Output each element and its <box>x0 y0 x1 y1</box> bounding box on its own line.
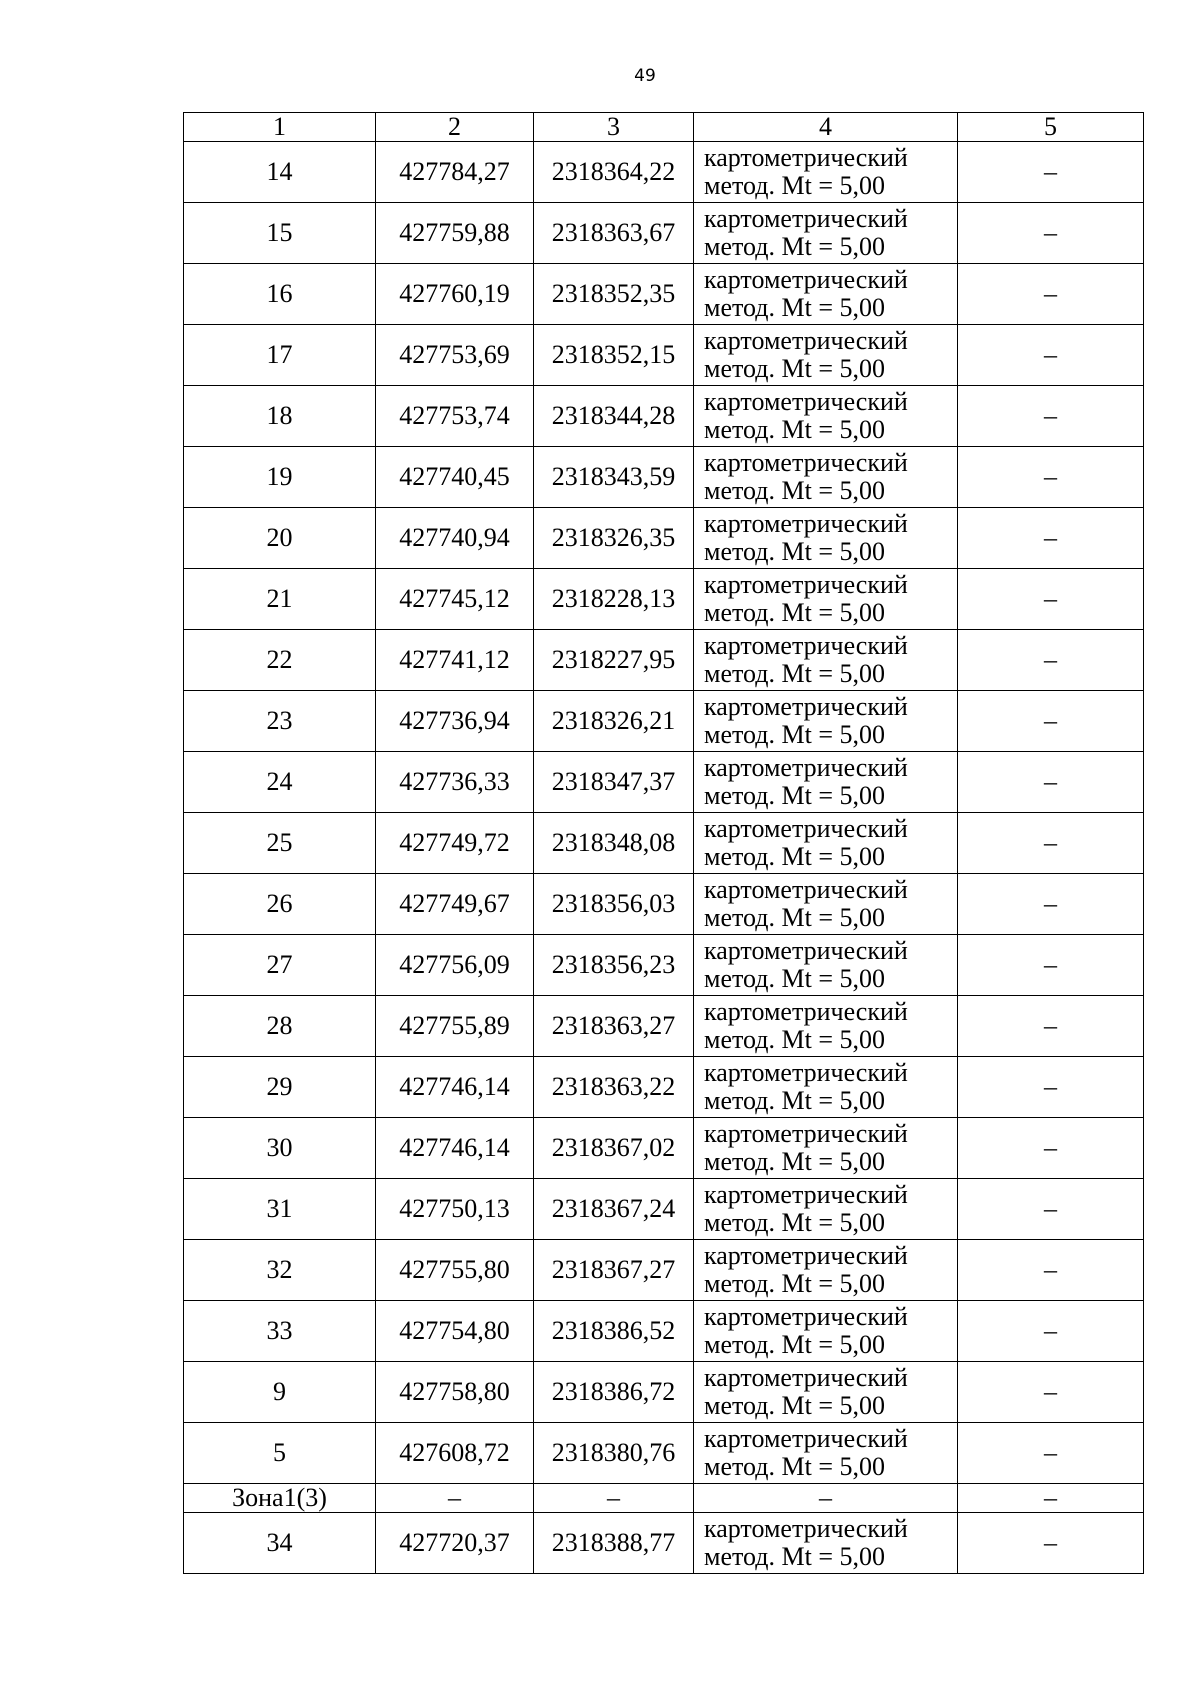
method-cell <box>694 1118 958 1179</box>
method-line-1: картометрический <box>704 997 908 1026</box>
y-coordinate-cell: 2318352,35 <box>534 264 694 325</box>
zone-x-cell: – <box>376 1484 534 1513</box>
point-number-cell: 22 <box>184 630 376 691</box>
x-coordinate-cell: 427746,14 <box>376 1057 534 1118</box>
point-number-cell: 29 <box>184 1057 376 1118</box>
point-number-cell: 27 <box>184 935 376 996</box>
method-line-1: картометрический <box>704 326 908 355</box>
y-coordinate-cell: 2318363,67 <box>534 203 694 264</box>
y-coordinate-cell: 2318347,37 <box>534 752 694 813</box>
method-line-2: метод. Mt = 5,00 <box>704 1391 885 1420</box>
method-cell <box>694 996 958 1057</box>
table-row <box>184 508 1144 569</box>
table-row <box>184 569 1144 630</box>
table-row <box>184 691 1144 752</box>
description-cell: – <box>958 996 1144 1057</box>
y-coordinate-cell: 2318386,72 <box>534 1362 694 1423</box>
method-line-1: картометрический <box>704 204 908 233</box>
y-coordinate-cell: 2318326,35 <box>534 508 694 569</box>
point-number-cell: 34 <box>184 1513 376 1574</box>
point-number-cell: 16 <box>184 264 376 325</box>
point-number-cell: 9 <box>184 1362 376 1423</box>
method-cell <box>694 203 958 264</box>
description-cell: – <box>958 813 1144 874</box>
table-row <box>184 1057 1144 1118</box>
description-cell: – <box>958 142 1144 203</box>
description-cell: – <box>958 874 1144 935</box>
y-coordinate-cell: 2318363,22 <box>534 1057 694 1118</box>
y-coordinate-cell: 2318364,22 <box>534 142 694 203</box>
zone-y-cell: – <box>534 1484 694 1513</box>
y-coordinate-cell: 2318380,76 <box>534 1423 694 1484</box>
description-cell: – <box>958 447 1144 508</box>
point-number-cell: 18 <box>184 386 376 447</box>
method-cell <box>694 1057 958 1118</box>
method-cell <box>694 325 958 386</box>
method-cell <box>694 508 958 569</box>
x-coordinate-cell: 427741,12 <box>376 630 534 691</box>
point-number-cell: 23 <box>184 691 376 752</box>
x-coordinate-cell: 427755,89 <box>376 996 534 1057</box>
point-number-cell: 15 <box>184 203 376 264</box>
description-cell: – <box>958 630 1144 691</box>
method-line-2: метод. Mt = 5,00 <box>704 903 885 932</box>
x-coordinate-cell: 427750,13 <box>376 1179 534 1240</box>
method-line-1: картометрический <box>704 1302 908 1331</box>
y-coordinate-cell: 2318344,28 <box>534 386 694 447</box>
method-line-1: картометрический <box>704 1424 908 1453</box>
method-line-2: метод. Mt = 5,00 <box>704 232 885 261</box>
description-cell: – <box>958 203 1144 264</box>
method-line-1: картометрический <box>704 1514 908 1543</box>
description-cell: – <box>958 752 1144 813</box>
table-row <box>184 203 1144 264</box>
method-cell <box>694 1362 958 1423</box>
method-cell <box>694 874 958 935</box>
method-line-2: метод. Mt = 5,00 <box>704 293 885 322</box>
method-cell <box>694 386 958 447</box>
header-row <box>184 113 1144 142</box>
description-cell: – <box>958 569 1144 630</box>
method-line-1: картометрический <box>704 692 908 721</box>
x-coordinate-cell: 427749,67 <box>376 874 534 935</box>
method-line-2: метод. Mt = 5,00 <box>704 537 885 566</box>
zone-row <box>184 1484 1144 1513</box>
x-coordinate-cell: 427745,12 <box>376 569 534 630</box>
method-line-1: картометрический <box>704 1119 908 1148</box>
header-cell: 1 <box>184 113 376 142</box>
description-cell: – <box>958 1179 1144 1240</box>
point-number-cell: 24 <box>184 752 376 813</box>
method-line-2: метод. Mt = 5,00 <box>704 1147 885 1176</box>
method-line-2: метод. Mt = 5,00 <box>704 1542 885 1571</box>
method-line-1: картометрический <box>704 387 908 416</box>
y-coordinate-cell: 2318363,27 <box>534 996 694 1057</box>
method-line-2: метод. Mt = 5,00 <box>704 659 885 688</box>
y-coordinate-cell: 2318326,21 <box>534 691 694 752</box>
description-cell: – <box>958 508 1144 569</box>
table-row <box>184 386 1144 447</box>
method-line-2: метод. Mt = 5,00 <box>704 1330 885 1359</box>
coordinates-table <box>183 112 1144 1574</box>
table-row <box>184 264 1144 325</box>
x-coordinate-cell: 427608,72 <box>376 1423 534 1484</box>
y-coordinate-cell: 2318367,02 <box>534 1118 694 1179</box>
table-row <box>184 874 1144 935</box>
y-coordinate-cell: 2318348,08 <box>534 813 694 874</box>
method-cell <box>694 1179 958 1240</box>
x-coordinate-cell: 427784,27 <box>376 142 534 203</box>
x-coordinate-cell: 427740,45 <box>376 447 534 508</box>
method-line-2: метод. Mt = 5,00 <box>704 1025 885 1054</box>
y-coordinate-cell: 2318227,95 <box>534 630 694 691</box>
x-coordinate-cell: 427760,19 <box>376 264 534 325</box>
method-cell <box>694 813 958 874</box>
method-line-1: картометрический <box>704 936 908 965</box>
method-line-1: картометрический <box>704 570 908 599</box>
x-coordinate-cell: 427753,74 <box>376 386 534 447</box>
y-coordinate-cell: 2318367,24 <box>534 1179 694 1240</box>
method-line-1: картометрический <box>704 1241 908 1270</box>
description-cell: – <box>958 325 1144 386</box>
y-coordinate-cell: 2318352,15 <box>534 325 694 386</box>
method-cell <box>694 569 958 630</box>
table-row <box>184 1423 1144 1484</box>
description-cell: – <box>958 1513 1144 1574</box>
y-coordinate-cell: 2318386,52 <box>534 1301 694 1362</box>
method-cell <box>694 1301 958 1362</box>
method-line-2: метод. Mt = 5,00 <box>704 476 885 505</box>
method-line-2: метод. Mt = 5,00 <box>704 598 885 627</box>
point-number-cell: 25 <box>184 813 376 874</box>
y-coordinate-cell: 2318228,13 <box>534 569 694 630</box>
header-cell: 2 <box>376 113 534 142</box>
method-cell <box>694 1423 958 1484</box>
method-line-1: картометрический <box>704 753 908 782</box>
header-cell: 5 <box>958 113 1144 142</box>
table-row <box>184 325 1144 386</box>
method-line-1: картометрический <box>704 1363 908 1392</box>
description-cell: – <box>958 691 1144 752</box>
method-line-2: метод. Mt = 5,00 <box>704 1452 885 1481</box>
x-coordinate-cell: 427746,14 <box>376 1118 534 1179</box>
method-line-1: картометрический <box>704 448 908 477</box>
method-cell <box>694 447 958 508</box>
description-cell: – <box>958 1057 1144 1118</box>
method-line-1: картометрический <box>704 1180 908 1209</box>
method-cell <box>694 935 958 996</box>
method-line-2: метод. Mt = 5,00 <box>704 171 885 200</box>
description-cell: – <box>958 386 1144 447</box>
method-cell <box>694 630 958 691</box>
y-coordinate-cell: 2318388,77 <box>534 1513 694 1574</box>
method-cell <box>694 264 958 325</box>
table-row <box>184 752 1144 813</box>
point-number-cell: 26 <box>184 874 376 935</box>
method-line-1: картометрический <box>704 875 908 904</box>
method-line-2: метод. Mt = 5,00 <box>704 1208 885 1237</box>
method-line-2: метод. Mt = 5,00 <box>704 1086 885 1115</box>
x-coordinate-cell: 427740,94 <box>376 508 534 569</box>
table-body <box>184 113 1144 1574</box>
method-cell <box>694 1513 958 1574</box>
point-number-cell: 19 <box>184 447 376 508</box>
method-cell <box>694 142 958 203</box>
y-coordinate-cell: 2318367,27 <box>534 1240 694 1301</box>
x-coordinate-cell: 427759,88 <box>376 203 534 264</box>
method-line-2: метод. Mt = 5,00 <box>704 415 885 444</box>
header-cell: 3 <box>534 113 694 142</box>
table-row <box>184 935 1144 996</box>
x-coordinate-cell: 427720,37 <box>376 1513 534 1574</box>
table-row <box>184 142 1144 203</box>
x-coordinate-cell: 427755,80 <box>376 1240 534 1301</box>
description-cell: – <box>958 1118 1144 1179</box>
method-line-1: картометрический <box>704 631 908 660</box>
table-row <box>184 1240 1144 1301</box>
x-coordinate-cell: 427736,94 <box>376 691 534 752</box>
point-number-cell: 5 <box>184 1423 376 1484</box>
x-coordinate-cell: 427736,33 <box>376 752 534 813</box>
method-line-2: метод. Mt = 5,00 <box>704 842 885 871</box>
table-row <box>184 1362 1144 1423</box>
point-number-cell: 28 <box>184 996 376 1057</box>
point-number-cell: 32 <box>184 1240 376 1301</box>
point-number-cell: 21 <box>184 569 376 630</box>
method-line-1: картометрический <box>704 265 908 294</box>
x-coordinate-cell: 427753,69 <box>376 325 534 386</box>
table-row <box>184 1179 1144 1240</box>
method-line-1: картометрический <box>704 509 908 538</box>
point-number-cell: 33 <box>184 1301 376 1362</box>
table-row <box>184 1118 1144 1179</box>
table-row <box>184 996 1144 1057</box>
table-row <box>184 447 1144 508</box>
method-line-2: метод. Mt = 5,00 <box>704 1269 885 1298</box>
description-cell: – <box>958 1362 1144 1423</box>
y-coordinate-cell: 2318356,23 <box>534 935 694 996</box>
header-cell: 4 <box>694 113 958 142</box>
description-cell: – <box>958 1240 1144 1301</box>
method-line-2: метод. Mt = 5,00 <box>704 720 885 749</box>
point-number-cell: 30 <box>184 1118 376 1179</box>
table-row <box>184 630 1144 691</box>
method-line-2: метод. Mt = 5,00 <box>704 781 885 810</box>
point-number-cell: 20 <box>184 508 376 569</box>
point-number-cell: 17 <box>184 325 376 386</box>
zone-description-cell: – <box>958 1484 1144 1513</box>
x-coordinate-cell: 427758,80 <box>376 1362 534 1423</box>
method-line-1: картометрический <box>704 814 908 843</box>
method-cell <box>694 691 958 752</box>
description-cell: – <box>958 1301 1144 1362</box>
y-coordinate-cell: 2318356,03 <box>534 874 694 935</box>
method-cell <box>694 752 958 813</box>
description-cell: – <box>958 264 1144 325</box>
description-cell: – <box>958 935 1144 996</box>
table-row <box>184 1301 1144 1362</box>
zone-method-cell: – <box>694 1484 958 1513</box>
description-cell: – <box>958 1423 1144 1484</box>
x-coordinate-cell: 427754,80 <box>376 1301 534 1362</box>
table-row <box>184 1513 1144 1574</box>
zone-label-cell: Зона1(3) <box>184 1484 376 1513</box>
point-number-cell: 14 <box>184 142 376 203</box>
method-line-1: картометрический <box>704 1058 908 1087</box>
x-coordinate-cell: 427756,09 <box>376 935 534 996</box>
method-cell <box>694 1240 958 1301</box>
y-coordinate-cell: 2318343,59 <box>534 447 694 508</box>
point-number-cell: 31 <box>184 1179 376 1240</box>
method-line-1: картометрический <box>704 143 908 172</box>
method-line-2: метод. Mt = 5,00 <box>704 354 885 383</box>
page-number: 49 <box>634 66 656 86</box>
x-coordinate-cell: 427749,72 <box>376 813 534 874</box>
table-row <box>184 813 1144 874</box>
method-line-2: метод. Mt = 5,00 <box>704 964 885 993</box>
